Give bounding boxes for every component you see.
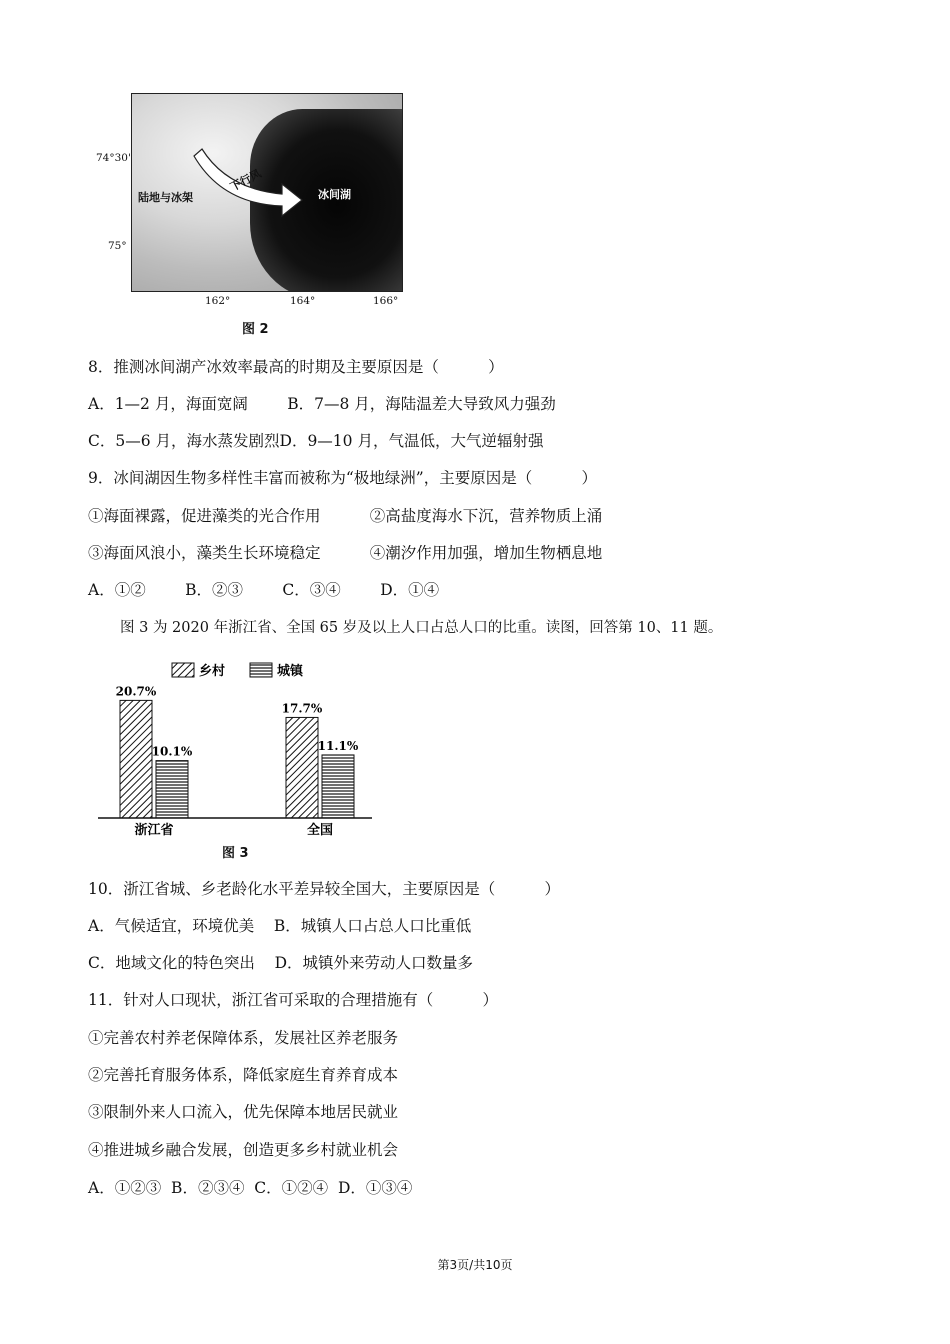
q9-stem: 9．冰间湖因生物多样性丰富而被称为“极地绿洲”，主要原因是（ ） [88, 469, 597, 487]
wind-label: 下行风 [228, 166, 264, 194]
figure-3-chart [90, 658, 380, 838]
data-label-1-1: 11.1% [317, 738, 359, 753]
q11-item-4: ④推进城乡融合发展，创造更多乡村就业机会 [88, 1141, 399, 1159]
lon-label-164: 164° [290, 295, 316, 307]
data-label-1-0: 17.7% [281, 701, 323, 716]
lat-label-74-30: 74°30' [96, 152, 131, 164]
bar-1-0 [286, 717, 318, 818]
data-label-0-0: 20.7% [115, 684, 157, 699]
q9-items-12: ①海面裸露，促进藻类的光合作用 ②高盐度海水下沉，营养物质上涌 [88, 507, 603, 525]
satellite-image [131, 93, 403, 292]
bar-1-1 [322, 755, 354, 818]
figure-2-caption: 图 2 [242, 322, 269, 337]
lat-label-75: 75° [108, 240, 127, 252]
legend-swatch-0 [172, 663, 194, 677]
q10-stem: 10．浙江省城、乡老龄化水平差异较全国大，主要原因是（ ） [88, 880, 560, 898]
bar-0-0 [120, 700, 152, 818]
bar-chart-svg [90, 658, 380, 838]
q8-stem: 8．推测冰间湖产冰效率最高的时期及主要原因是（ ） [88, 358, 504, 376]
q10-options-cd: C．地域文化的特色突出 D．城镇外来劳动人口数量多 [88, 954, 473, 972]
figure-3-caption: 图 3 [222, 846, 249, 861]
bar-0-1 [156, 761, 188, 818]
q11-item-2: ②完善托育服务体系，降低家庭生育养育成本 [88, 1066, 399, 1084]
data-label-0-1: 10.1% [151, 744, 193, 759]
q9-options: A．①② B．②③ C．③④ D．①④ [88, 581, 440, 599]
category-label-0: 浙江省 [134, 823, 174, 838]
q8-options-ab: A．1—2 月，海面宽阔 B．7—8 月，海陆温差大导致风力强劲 [88, 395, 556, 413]
legend-label-1: 城镇 [277, 664, 304, 679]
land-ice-label: 陆地与冰架 [138, 191, 193, 204]
figure-3-intro: 图 3 为 2020 年浙江省、全国 65 岁及以上人口占总人口的比重。读图，回答第 10、11 题。 [120, 620, 723, 636]
q8-options-cd: C．5—6 月，海水蒸发剧烈D．9—10 月，气温低，大气逆辐射强 [88, 432, 544, 450]
q11-stem: 11．针对人口现状，浙江省可采取的合理措施有（ ） [88, 991, 498, 1009]
legend-swatch-1 [250, 663, 272, 677]
q11-item-3: ③限制外来人口流入，优先保障本地居民就业 [88, 1103, 399, 1121]
page-footer: 第3页/共10页 [437, 1258, 513, 1272]
polynya-label: 冰间湖 [318, 188, 351, 201]
q9-items-34: ③海面风浪小，藻类生长环境稳定 ④潮汐作用加强，增加生物栖息地 [88, 544, 603, 562]
q10-options-ab: A．气候适宜，环境优美 B．城镇人口占总人口比重低 [88, 917, 472, 935]
category-label-1: 全国 [306, 823, 334, 838]
q11-item-1: ①完善农村养老保障体系，发展社区养老服务 [88, 1029, 399, 1047]
lon-label-162: 162° [205, 295, 231, 307]
lon-label-166: 166° [373, 295, 399, 307]
legend-label-0: 乡村 [199, 664, 226, 679]
q11-options: A．①②③ B．②③④ C．①②④ D．①③④ [88, 1179, 413, 1197]
